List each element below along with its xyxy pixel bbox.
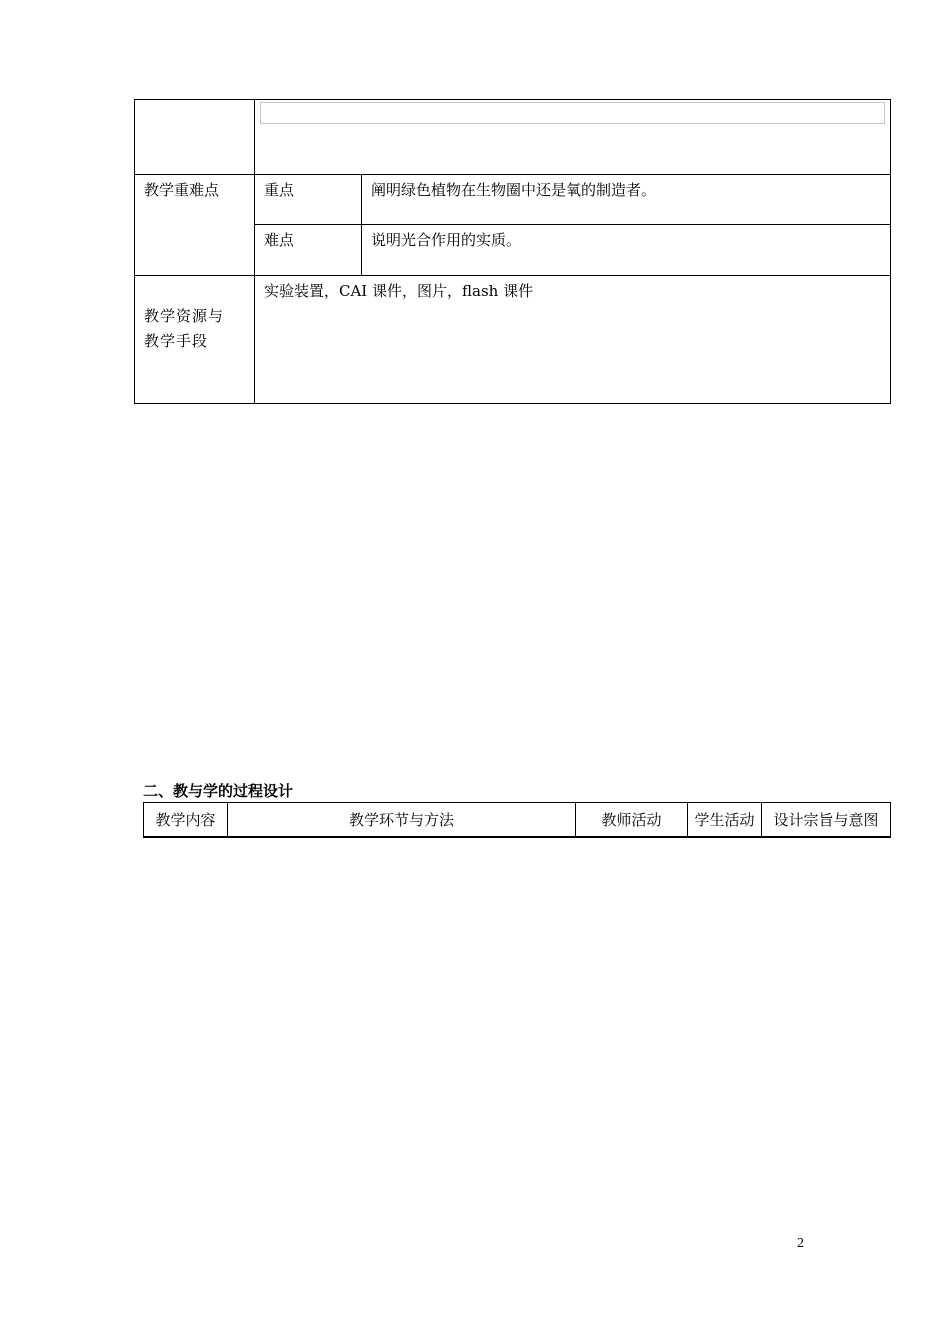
- resources-label-line1: 教学资源与: [144, 307, 225, 325]
- inner-frame: [260, 102, 885, 124]
- section-title: 二、教与学的过程设计: [143, 782, 294, 800]
- header-teaching-method: 教学环节与方法: [228, 803, 576, 838]
- key-point-text-cell: [362, 175, 891, 225]
- key-point-text: 阐明绿色植物在生物圈中还是氧的制造者。: [371, 181, 657, 199]
- difficulty-text: 说明光合作用的实质。: [371, 231, 522, 249]
- teaching-info-table: [134, 99, 891, 404]
- resources-text: 实验装置，CAI 课件，图片，flash 课件: [264, 282, 534, 300]
- process-design-table: [143, 802, 891, 838]
- difficulty-title: 难点: [264, 231, 295, 249]
- resources-label-line2: 教学手段: [144, 332, 209, 350]
- empty-label-cell: [135, 100, 255, 175]
- header-teaching-content: 教学内容: [144, 803, 228, 838]
- difficulty-text-cell: [362, 225, 891, 276]
- empty-content-cell: [255, 100, 891, 175]
- resources-label: [135, 276, 254, 354]
- key-point-title-cell: [255, 175, 362, 225]
- table-row: [135, 276, 891, 404]
- table-header-row: [144, 803, 891, 838]
- key-points-label: 教学重难点: [144, 181, 220, 199]
- key-points-label-cell: [135, 175, 255, 276]
- page-number: 2: [797, 1236, 804, 1251]
- header-teacher-activity: 教师活动: [576, 803, 688, 838]
- resources-text-cell: [255, 276, 891, 404]
- table-row: [135, 175, 891, 225]
- resources-label-cell: [135, 276, 255, 404]
- table-row: [135, 100, 891, 175]
- difficulty-title-cell: [255, 225, 362, 276]
- header-design-intent: 设计宗旨与意图: [762, 803, 891, 838]
- header-student-activity: 学生活动: [688, 803, 762, 838]
- key-point-title: 重点: [264, 181, 295, 199]
